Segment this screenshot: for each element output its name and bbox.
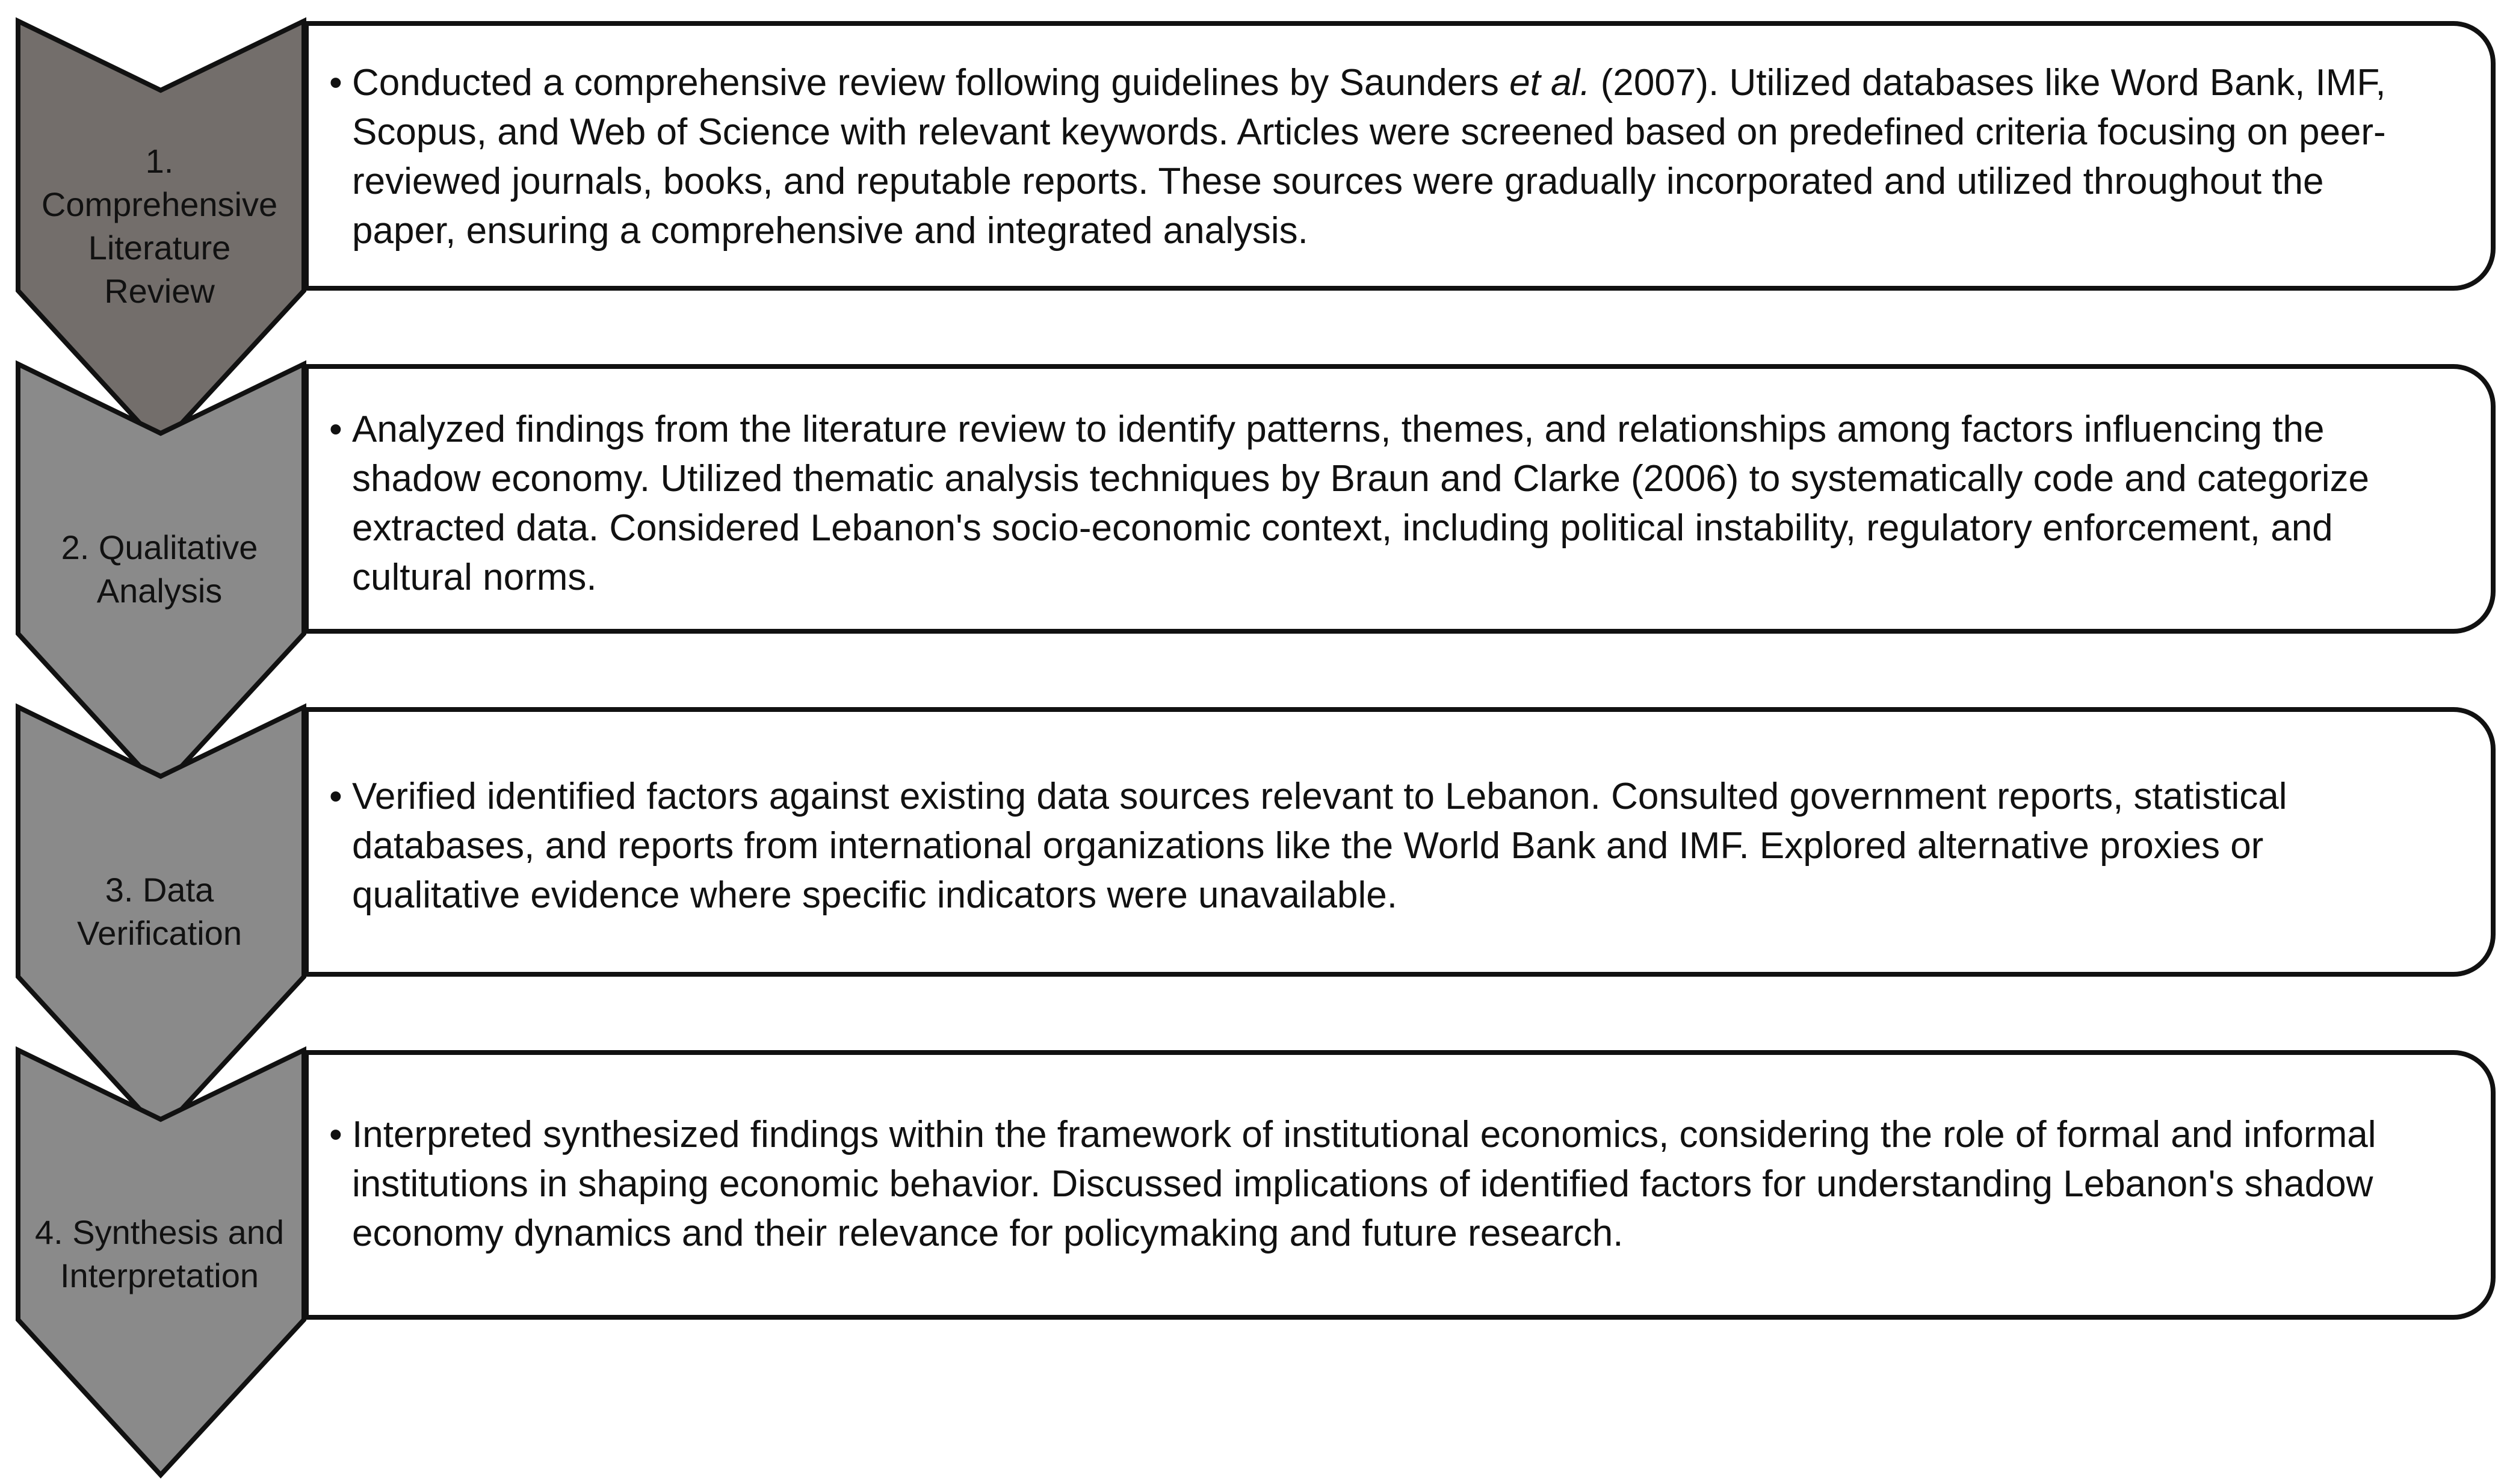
step-1-bullet <box>329 58 2437 256</box>
bullet-icon: • <box>329 1114 342 1155</box>
step-2-label-line: 2. Qualitative <box>61 528 258 566</box>
step-3-bullet <box>329 772 2437 920</box>
step-3-label-line: 3. Data <box>105 871 214 909</box>
step-1-text-part: (2007). Utilized databases like Word Bank, IMF, Scopus, and Web of Science with relevant keywords. Articles were screened based on predefined criteria focusing on peer-reviewed journals, books, and reputable reports. These sources were gradually incorporated and utilized throughout the paper, ensuring a comprehensive and integrated analysis. <box>352 62 2386 252</box>
step-1-label-line: Review <box>104 272 215 310</box>
step-4-label <box>15 1211 304 1297</box>
step-4-label-line: 4. Synthesis and <box>34 1213 285 1251</box>
step-3-description-box <box>304 707 2496 977</box>
step-4-bullet <box>329 1110 2437 1258</box>
step-1-text-italic: et al. <box>1509 62 1591 104</box>
step-2-description-box <box>304 364 2496 634</box>
step-2-label <box>15 526 304 613</box>
step-4-label-line: Interpretation <box>60 1257 259 1294</box>
step-4-description-box <box>304 1050 2496 1320</box>
step-3-label <box>15 868 304 955</box>
step-1-text <box>352 58 2437 256</box>
step-2-label-line: Analysis <box>96 572 223 610</box>
step-2-bullet <box>329 405 2437 602</box>
step-1-label <box>15 140 304 313</box>
step-3-label-line: Verification <box>77 914 242 952</box>
step-1-label-line: Literature <box>88 229 231 267</box>
step-2-text: Analyzed findings from the literature review to identify patterns, themes, and relationships among factors influencing the shadow economy. Utilized thematic analysis techniques by Braun and Clarke (2006) to systematically code and categorize extracted data. Considered Lebanon's socio-economic context, including political instability, regulatory enforcement, and cultural norms. <box>352 409 2370 598</box>
bullet-icon: • <box>329 776 342 817</box>
step-1-description-box <box>304 21 2496 291</box>
step-1-label-line: Comprehensive <box>41 185 278 223</box>
step-4-text: Interpreted synthesized findings within the framework of institutional economics, considering the role of formal and informal institutions in shaping economic behavior. Discussed implications of identified factors for understanding Lebanon's shadow economy dynamics and their relevance for policymaking and future research. <box>352 1114 2376 1254</box>
step-1-label-line: 1. <box>145 142 174 180</box>
step-1-text-part: Conducted a comprehensive review following guidelines by Saunders <box>352 62 1510 104</box>
bullet-icon: • <box>329 409 342 450</box>
step-3-text: Verified identified factors against existing data sources relevant to Lebanon. Consulted government reports, statistical databases, and reports from international organizations like the World Bank and IMF. Explored alternative proxies or qualitative evidence where specific indicators were unavailable. <box>352 776 2287 916</box>
bullet-icon: • <box>329 62 342 104</box>
